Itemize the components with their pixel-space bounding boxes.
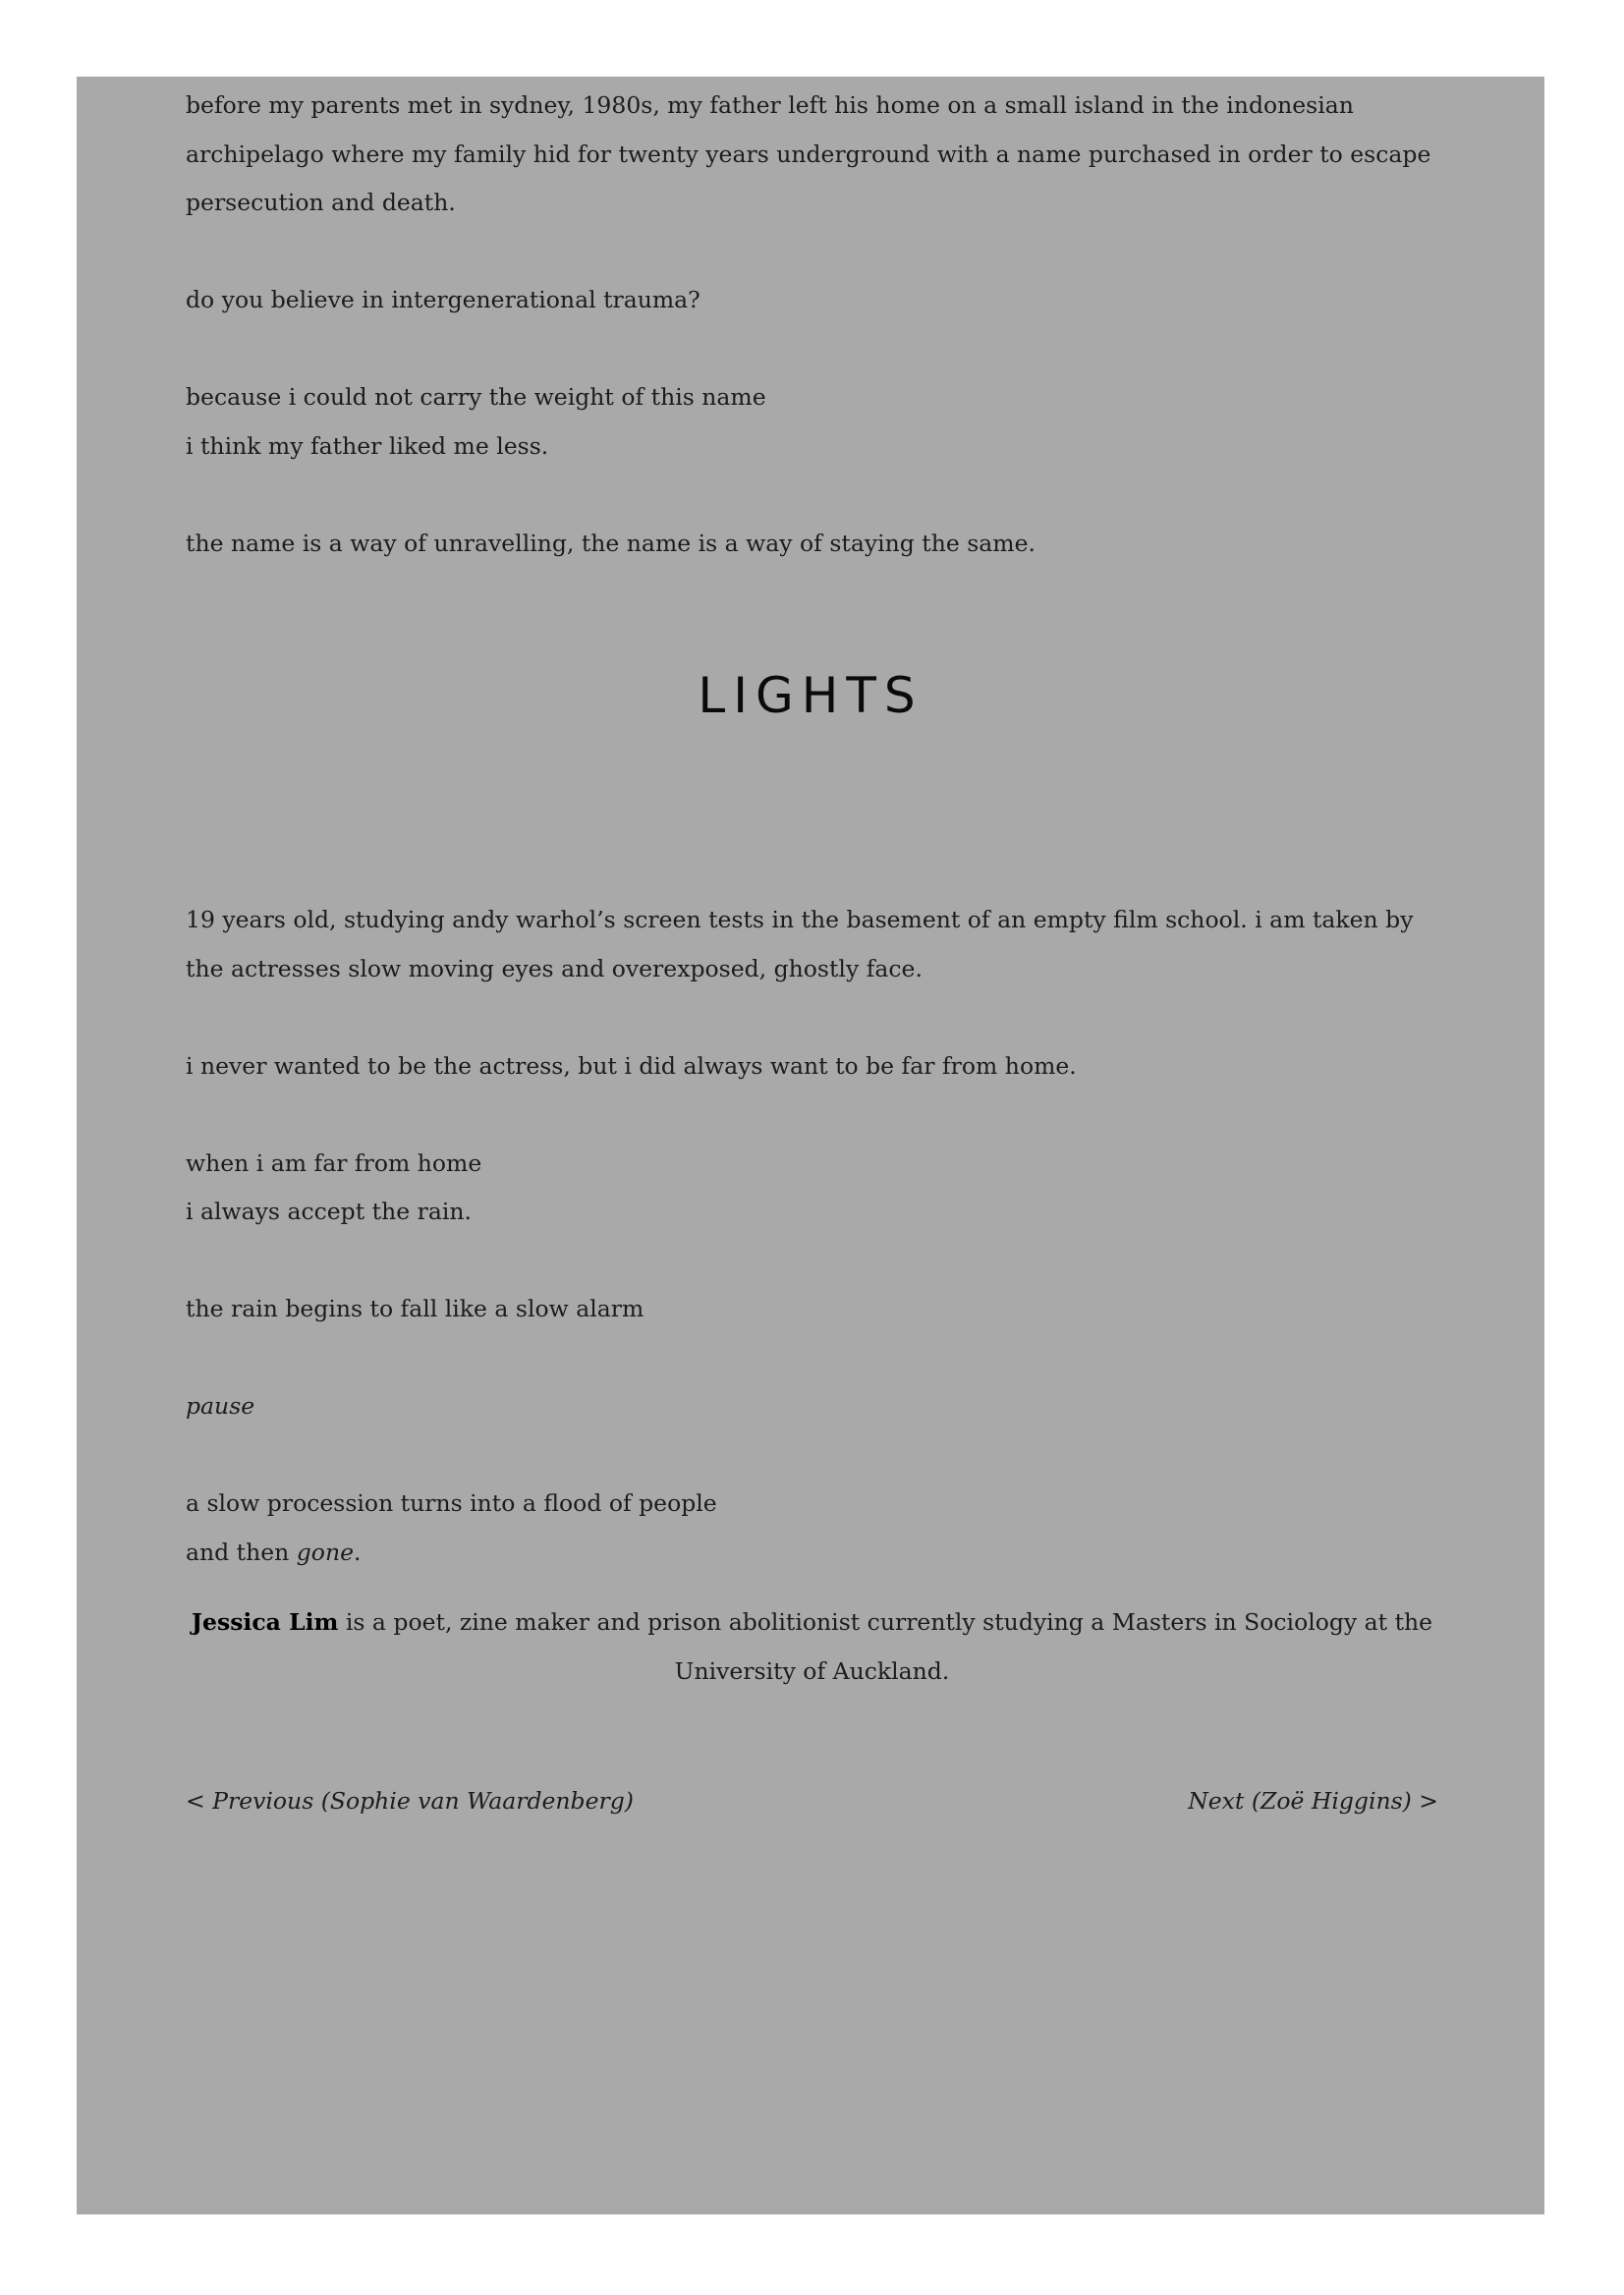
author-bio — [186, 1597, 1438, 1696]
page-navigation — [186, 1781, 1438, 1820]
paragraph: do you believe in intergenerational trauma? — [186, 286, 700, 313]
poem-line: a slow procession turns into a flood of people — [186, 1489, 717, 1517]
poem-line-italic — [186, 1382, 1438, 1431]
bio-line — [186, 1597, 1438, 1647]
text-span: . — [353, 1538, 362, 1566]
paragraph: before my parents met in sydney, 1980s, my father left his home on a small island in the indonesian archipelago where my family hid for twenty years underground with a name purchased in order to escape persecution and death. — [186, 91, 1431, 216]
paragraph: the name is a way of unravelling, the name is a way of staying the same. — [186, 529, 1036, 557]
poem-part-one — [186, 82, 1438, 568]
paragraph: 19 years old, studying andy warhol’s screen tests in the basement of an empty film school. i am taken by the actresses slow moving eyes and overexposed, ghostly face. — [186, 906, 1414, 982]
bio-line: University of Auckland. — [674, 1657, 950, 1685]
text-span: and then — [186, 1538, 297, 1566]
poem-line — [186, 1529, 1438, 1578]
section-title: LIGHTS — [698, 667, 924, 724]
poem-line: i think my father liked me less. — [186, 431, 549, 460]
italic-word: gone — [296, 1538, 354, 1566]
bio-text: is a poet, zine maker and prison abolitionist currently studying a Masters in Sociology at the — [338, 1608, 1433, 1636]
poem-part-two — [186, 896, 1438, 1577]
author-name: Jessica Lim — [191, 1608, 339, 1636]
poem-line: i always accept the rain. — [186, 1198, 472, 1225]
poem-line: when i am far from home — [186, 1148, 482, 1177]
next-link[interactable]: Next (Zoë Higgins) > — [1188, 1787, 1438, 1815]
page — [77, 77, 1544, 2214]
paragraph: i never wanted to be the actress, but i did always want to be far from home. — [186, 1051, 1077, 1080]
poem-line: the rain begins to fall like a slow alarm — [186, 1295, 644, 1322]
italic-word: pause — [186, 1392, 255, 1420]
previous-link[interactable]: < Previous (Sophie van Waardenberg) — [186, 1787, 634, 1815]
poem-line: because i could not carry the weight of this name — [186, 383, 766, 411]
